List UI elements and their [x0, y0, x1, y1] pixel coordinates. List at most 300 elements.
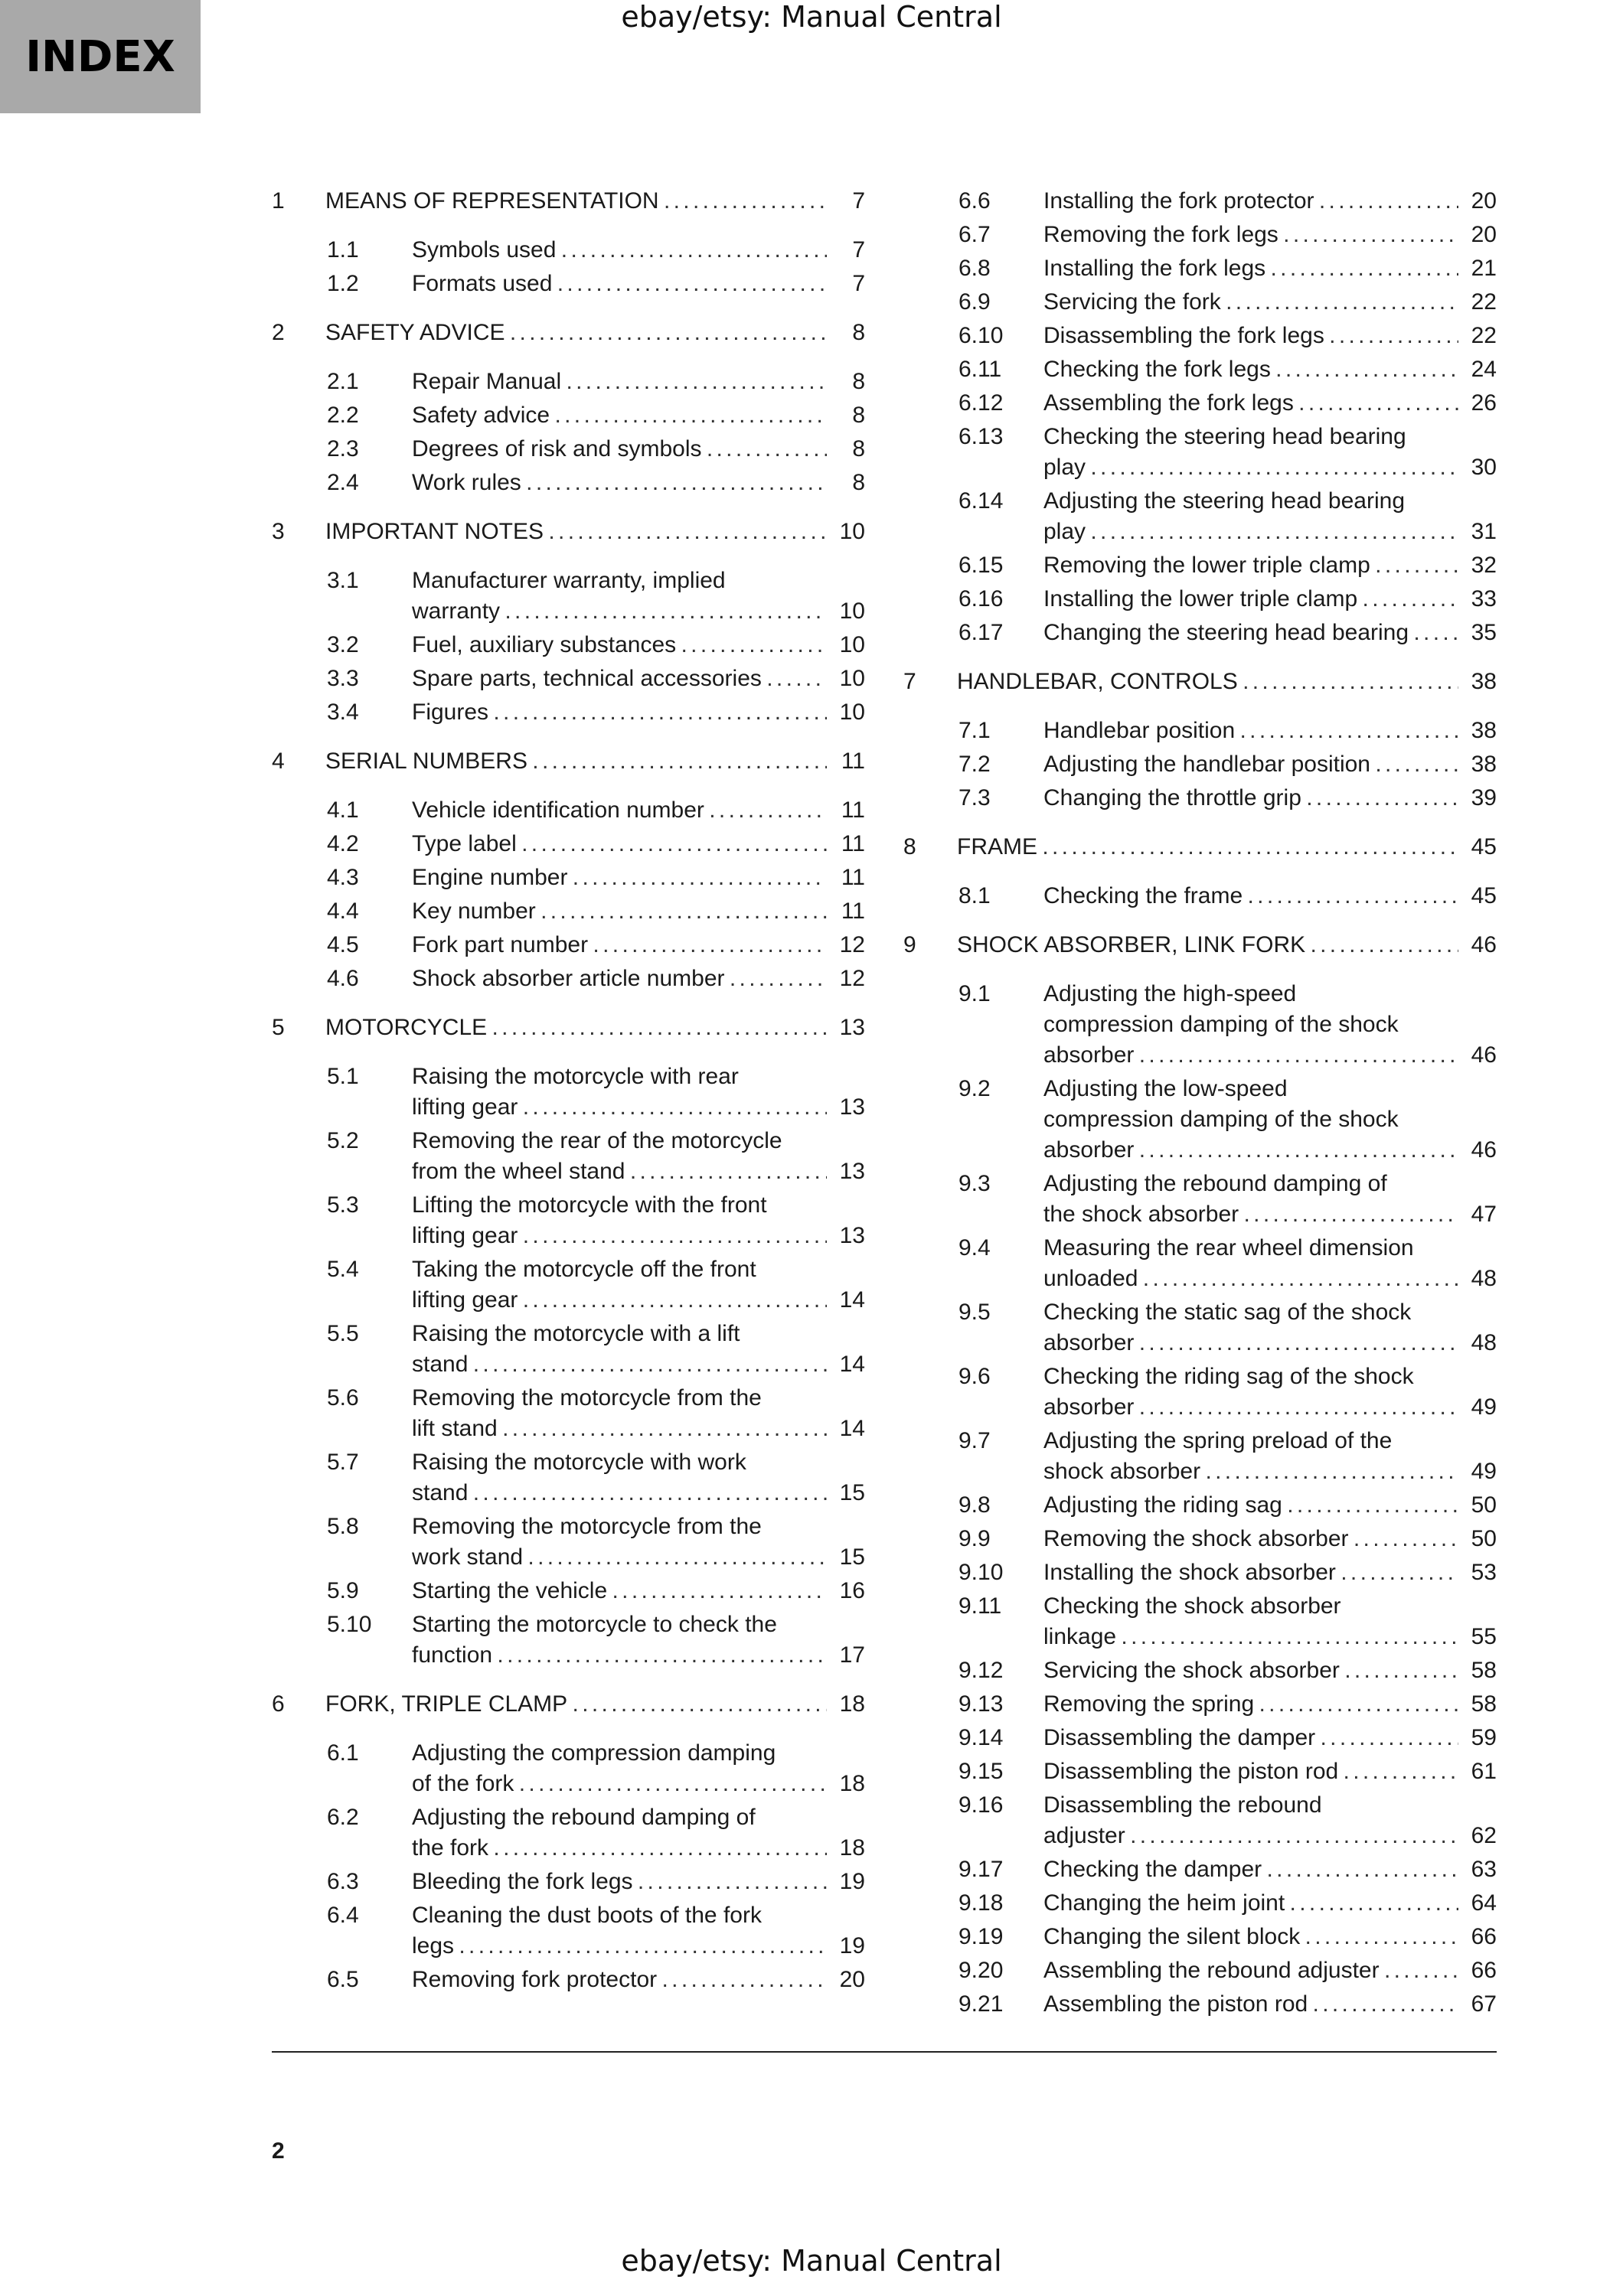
toc-entry-title: IMPORTANT NOTES . . . [325, 517, 827, 547]
toc-entry-title: Starting the motorcycle to check the [412, 1612, 777, 1637]
toc-section [903, 486, 1497, 547]
toc-entry-page: 59 [1471, 1725, 1497, 1750]
toc-section [903, 1426, 1497, 1487]
toc-entry-title: absorber . . . [1043, 1135, 1458, 1166]
toc-entry-title: Cleaning the dust boots of the fork [412, 1903, 762, 1928]
toc-entry-number: 9.3 [958, 1171, 991, 1196]
toc-section [903, 1756, 1497, 1787]
toc-entry-page: 11 [841, 797, 865, 823]
toc-entry-page: 50 [1471, 1526, 1497, 1551]
toc-entry-title: Adjusting the steering head bearing [1043, 488, 1406, 514]
toc-section [903, 716, 1497, 746]
toc-entry-title: lifting gear . . . [412, 1221, 827, 1251]
toc-section [272, 566, 865, 627]
toc-entry-number: 6.17 [958, 620, 1004, 645]
watermark-top: ebay/etsy: Manual Central [621, 0, 1002, 34]
toc-entry-number: 9.10 [958, 1560, 1004, 1585]
toc-entry-title: Key number . . . [412, 896, 827, 927]
footer-divider [272, 2051, 1497, 2053]
toc-entry-title: absorber . . . [1043, 1392, 1458, 1423]
toc-chapter [272, 1689, 865, 1720]
toc-section [903, 1233, 1497, 1294]
toc-entry-page: 18 [839, 1771, 865, 1796]
toc-entry-number: 9.18 [958, 1890, 1004, 1916]
toc-section [903, 1169, 1497, 1230]
toc-entry-title: Handlebar position . . . [1043, 716, 1458, 746]
toc-entry-number: 6.11 [958, 357, 1002, 382]
toc-entry-number: 6.1 [327, 1740, 359, 1766]
toc-section [272, 795, 865, 826]
toc-entry-title: Checking the damper . . . [1043, 1854, 1458, 1885]
toc-section [903, 1689, 1497, 1720]
toc-entry-title: Taking the motorcycle off the front [412, 1257, 756, 1282]
toc-entry-page: 14 [839, 1416, 865, 1441]
toc-entry-title: Removing the spring . . . [1043, 1689, 1458, 1720]
toc-entry-number: 4.3 [327, 865, 359, 890]
toc-entry-number: 5.10 [327, 1612, 372, 1637]
toc-entry-title: Changing the steering head bearing . . . [1043, 618, 1458, 648]
toc-entry-title: lift stand . . . [412, 1414, 827, 1444]
toc-entry-number: 5.6 [327, 1385, 359, 1411]
toc-entry-title: Assembling the piston rod . . . [1043, 1989, 1458, 2020]
toc-section [903, 1490, 1497, 1521]
toc-entry-title: FORK, TRIPLE CLAMP . . . [325, 1689, 827, 1720]
toc-entry-number: 6.7 [958, 222, 991, 247]
toc-entry-title: compression damping of the shock [1043, 1012, 1399, 1037]
toc-entry-title: Checking the riding sag of the shock [1043, 1364, 1414, 1389]
toc-entry-title: work stand . . . [412, 1542, 827, 1573]
toc-entry-number: 9.5 [958, 1300, 991, 1325]
toc-entry-title: Fork part number . . . [412, 930, 827, 960]
toc-entry-page: 46 [1471, 1042, 1497, 1068]
toc-entry-title: Bleeding the fork legs . . . [412, 1867, 827, 1897]
toc-entry-page: 11 [841, 899, 865, 924]
toc-entry-title: Installing the fork legs . . . [1043, 253, 1458, 284]
toc-entry-number: 2.4 [327, 470, 359, 495]
toc-entry-number: 6.14 [958, 488, 1004, 514]
toc-entry-number: 9 [903, 932, 916, 957]
toc-section [272, 630, 865, 660]
toc-chapter [272, 517, 865, 547]
toc-column-left [272, 186, 865, 1998]
toc-entry-page: 38 [1471, 718, 1497, 743]
toc-entry-page: 48 [1471, 1266, 1497, 1291]
toc-entry-page: 10 [839, 666, 865, 691]
toc-section [272, 1319, 865, 1380]
toc-entry-page: 12 [839, 932, 865, 957]
toc-entry-page: 58 [1471, 1691, 1497, 1717]
toc-entry-title: Manufacturer warranty, implied [412, 568, 726, 593]
toc-entry-page: 10 [839, 700, 865, 725]
toc-section [903, 881, 1497, 912]
toc-section [903, 1297, 1497, 1358]
toc-entry-title: the fork . . . [412, 1833, 827, 1864]
toc-chapter [272, 186, 865, 217]
toc-entry-page: 10 [839, 632, 865, 657]
toc-entry-number: 1.1 [327, 237, 359, 263]
toc-entry-title: Engine number . . . [412, 863, 827, 893]
toc-section [272, 468, 865, 498]
toc-entry-page: 14 [839, 1287, 865, 1313]
toc-entry-title: Shock absorber article number . . . [412, 964, 827, 994]
toc-entry-number: 9.19 [958, 1924, 1004, 1949]
toc-entry-number: 6.9 [958, 289, 991, 315]
toc-entry-title: Starting the vehicle . . . [412, 1576, 827, 1606]
toc-entry-page: 7 [852, 237, 865, 263]
toc-entry-title: absorber . . . [1043, 1040, 1458, 1071]
toc-entry-title: play . . . [1043, 517, 1458, 547]
toc-entry-page: 15 [839, 1544, 865, 1570]
toc-entry-title: Disassembling the rebound [1043, 1792, 1322, 1818]
toc-entry-title: Installing the shock absorber . . . [1043, 1557, 1458, 1588]
toc-section [903, 1888, 1497, 1919]
toc-entry-number: 9.7 [958, 1428, 991, 1453]
toc-entry-number: 3.4 [327, 700, 359, 725]
toc-entry-title: Formats used . . . [412, 269, 827, 299]
toc-entry-number: 5.3 [327, 1192, 359, 1218]
toc-section [903, 321, 1497, 351]
toc-entry-page: 39 [1471, 785, 1497, 810]
toc-entry-page: 31 [1471, 519, 1497, 544]
toc-entry-number: 9.1 [958, 981, 991, 1006]
toc-entry-number: 9.21 [958, 1991, 1004, 2017]
toc-entry-number: 5.2 [327, 1128, 359, 1153]
toc-entry-page: 55 [1471, 1624, 1497, 1649]
toc-entry-title: Checking the frame . . . [1043, 881, 1458, 912]
toc-section [272, 1254, 865, 1316]
toc-entry-page: 30 [1471, 455, 1497, 480]
toc-entry-page: 14 [839, 1352, 865, 1377]
toc-section [903, 1955, 1497, 1986]
page-number: 2 [272, 2138, 285, 2164]
toc-entry-number: 5.7 [327, 1450, 359, 1475]
toc-section [272, 269, 865, 299]
toc-entry-page: 38 [1471, 752, 1497, 777]
toc-entry-page: 22 [1471, 289, 1497, 315]
toc-entry-number: 9.17 [958, 1857, 1004, 1882]
toc-section [903, 783, 1497, 814]
toc-entry-title: play . . . [1043, 452, 1458, 483]
toc-entry-title: Servicing the fork . . . [1043, 287, 1458, 318]
toc-entry-title: Removing the lower triple clamp . . . [1043, 550, 1458, 581]
toc-entry-title: Disassembling the piston rod . . . [1043, 1756, 1458, 1787]
toc-entry-number: 9.2 [958, 1076, 991, 1101]
toc-section [903, 1854, 1497, 1885]
toc-entry-title: MOTORCYCLE . . . [325, 1013, 827, 1043]
toc-section [272, 1738, 865, 1799]
toc-entry-number: 9.16 [958, 1792, 1004, 1818]
toc-entry-page: 35 [1471, 620, 1497, 645]
toc-entry-title: Figures . . . [412, 697, 827, 728]
toc-entry-page: 12 [839, 966, 865, 991]
toc-entry-title: Checking the static sag of the shock [1043, 1300, 1412, 1325]
toc-entry-title: Changing the throttle grip . . . [1043, 783, 1458, 814]
toc-entry-number: 2.1 [327, 369, 359, 394]
toc-entry-title: Removing fork protector . . . [412, 1965, 827, 1995]
toc-section [272, 863, 865, 893]
toc-section [903, 979, 1497, 1071]
toc-section [903, 1790, 1497, 1851]
index-tab: INDEX [0, 0, 201, 113]
toc-entry-title: Checking the steering head bearing [1043, 424, 1406, 449]
toc-entry-number: 2.3 [327, 436, 359, 461]
toc-entry-number: 9.11 [958, 1593, 1002, 1619]
toc-section [272, 1512, 865, 1573]
toc-entry-page: 49 [1471, 1459, 1497, 1484]
toc-entry-title: Fuel, auxiliary substances . . . [412, 630, 827, 660]
toc-entry-number: 8.1 [958, 883, 991, 908]
toc-entry-page: 46 [1471, 932, 1497, 957]
toc-entry-page: 20 [1471, 222, 1497, 247]
toc-entry-title: warranty . . . [412, 596, 827, 627]
toc-entry-page: 22 [1471, 323, 1497, 348]
toc-entry-page: 11 [841, 865, 865, 890]
toc-entry-page: 18 [839, 1691, 865, 1717]
toc-entry-page: 7 [852, 188, 865, 214]
toc-section [903, 287, 1497, 318]
toc-entry-page: 13 [839, 1223, 865, 1248]
toc-entry-title: SAFETY ADVICE . . . [325, 318, 827, 348]
toc-entry-title: FRAME . . . [957, 832, 1458, 863]
toc-entry-page: 66 [1471, 1924, 1497, 1949]
toc-entry-page: 8 [852, 403, 865, 428]
toc-section [272, 1609, 865, 1671]
toc-section [903, 618, 1497, 648]
toc-entry-title: MEANS OF REPRESENTATION . . . [325, 186, 827, 217]
toc-entry-number: 6.15 [958, 553, 1004, 578]
toc-entry-number: 9.14 [958, 1725, 1004, 1750]
toc-entry-title: stand . . . [412, 1349, 827, 1380]
toc-entry-number: 9.20 [958, 1958, 1004, 1983]
toc-entry-title: Work rules . . . [412, 468, 827, 498]
toc-entry-number: 9.6 [958, 1364, 991, 1389]
toc-entry-title: Removing the fork legs . . . [1043, 220, 1458, 250]
toc-entry-page: 46 [1471, 1137, 1497, 1163]
toc-entry-number: 6.10 [958, 323, 1004, 348]
toc-section [272, 1900, 865, 1962]
toc-entry-page: 17 [839, 1642, 865, 1668]
toc-section [272, 1802, 865, 1864]
toc-entry-title: HANDLEBAR, CONTROLS . . . [957, 667, 1458, 697]
toc-entry-page: 13 [839, 1015, 865, 1040]
toc-entry-page: 8 [852, 470, 865, 495]
toc-entry-title: Installing the lower triple clamp . . . [1043, 584, 1458, 615]
toc-section [903, 388, 1497, 419]
toc-entry-title: Adjusting the compression damping [412, 1740, 776, 1766]
toc-entry-page: 18 [839, 1835, 865, 1861]
toc-entry-title: Installing the fork protector . . . [1043, 186, 1458, 217]
toc-entry-number: 9.8 [958, 1492, 991, 1518]
toc-entry-title: Assembling the fork legs . . . [1043, 388, 1458, 419]
toc-entry-page: 45 [1471, 883, 1497, 908]
toc-section [272, 1190, 865, 1251]
toc-column-right [903, 186, 1497, 2023]
toc-section [903, 1591, 1497, 1652]
toc-entry-title: function . . . [412, 1640, 827, 1671]
toc-entry-number: 6.8 [958, 256, 991, 281]
toc-entry-title: Raising the motorcycle with a lift [412, 1321, 740, 1346]
toc-entry-page: 33 [1471, 586, 1497, 612]
toc-entry-page: 7 [852, 271, 865, 296]
toc-entry-number: 9.4 [958, 1235, 991, 1261]
toc-entry-number: 5.4 [327, 1257, 359, 1282]
toc-chapter [903, 667, 1497, 697]
toc-entry-page: 20 [839, 1967, 865, 1992]
toc-entry-number: 9.12 [958, 1658, 1004, 1683]
toc-entry-title: Servicing the shock absorber . . . [1043, 1655, 1458, 1686]
toc-entry-page: 24 [1471, 357, 1497, 382]
toc-entry-page: 11 [841, 831, 865, 856]
toc-entry-page: 8 [852, 369, 865, 394]
toc-section [903, 1362, 1497, 1423]
toc-entry-title: adjuster . . . [1043, 1821, 1458, 1851]
toc-section [903, 1655, 1497, 1686]
toc-section [272, 964, 865, 994]
toc-entry-number: 3.1 [327, 568, 359, 593]
toc-entry-title: Disassembling the damper . . . [1043, 1723, 1458, 1753]
toc-entry-number: 7.2 [958, 752, 991, 777]
toc-chapter [903, 930, 1497, 960]
toc-chapter [903, 832, 1497, 863]
toc-entry-title: Raising the motorcycle with work [412, 1450, 746, 1475]
toc-entry-title: Disassembling the fork legs . . . [1043, 321, 1458, 351]
toc-entry-page: 67 [1471, 1991, 1497, 2017]
toc-entry-title: lifting gear . . . [412, 1092, 827, 1123]
toc-entry-page: 45 [1471, 834, 1497, 859]
toc-entry-page: 16 [839, 1578, 865, 1603]
toc-entry-title: Removing the shock absorber . . . [1043, 1524, 1458, 1554]
toc-section [903, 1074, 1497, 1166]
toc-entry-number: 8 [903, 834, 916, 859]
toc-section [272, 367, 865, 397]
toc-entry-number: 9.13 [958, 1691, 1004, 1717]
toc-section [903, 186, 1497, 217]
toc-entry-title: SHOCK ABSORBER, LINK FORK . . . [957, 930, 1458, 960]
toc-entry-page: 11 [841, 748, 865, 774]
toc-entry-page: 48 [1471, 1330, 1497, 1355]
toc-entry-page: 19 [839, 1869, 865, 1894]
toc-entry-page: 26 [1471, 390, 1497, 416]
toc-entry-title: unloaded . . . [1043, 1264, 1458, 1294]
toc-entry-title: stand . . . [412, 1478, 827, 1508]
toc-section [903, 1922, 1497, 1952]
toc-entry-number: 4.6 [327, 966, 359, 991]
toc-chapter [272, 1013, 865, 1043]
toc-entry-number: 6.13 [958, 424, 1004, 449]
toc-entry-title: absorber . . . [1043, 1328, 1458, 1358]
toc-section [903, 354, 1497, 385]
toc-entry-page: 61 [1471, 1759, 1497, 1784]
toc-entry-page: 10 [839, 519, 865, 544]
toc-entry-number: 3.3 [327, 666, 359, 691]
toc-section [903, 584, 1497, 615]
toc-section [272, 235, 865, 266]
toc-entry-number: 6.16 [958, 586, 1004, 612]
toc-entry-page: 58 [1471, 1658, 1497, 1683]
toc-section [903, 550, 1497, 581]
toc-entry-number: 3 [272, 519, 285, 544]
toc-entry-title: Removing the rear of the motorcycle [412, 1128, 782, 1153]
toc-section [903, 1723, 1497, 1753]
toc-entry-title: Removing the motorcycle from the [412, 1385, 762, 1411]
toc-entry-number: 6.6 [958, 188, 991, 214]
toc-entry-number: 6.3 [327, 1869, 359, 1894]
toc-entry-page: 64 [1471, 1890, 1497, 1916]
toc-entry-title: Checking the fork legs . . . [1043, 354, 1458, 385]
toc-entry-title: Type label . . . [412, 829, 827, 859]
toc-entry-title: Symbols used . . . [412, 235, 827, 266]
toc-entry-number: 4 [272, 748, 285, 774]
toc-section [272, 664, 865, 694]
toc-section [903, 1524, 1497, 1554]
toc-section [903, 749, 1497, 780]
toc-entry-title: Adjusting the high-speed [1043, 981, 1297, 1006]
toc-entry-title: Safety advice . . . [412, 400, 827, 431]
toc-entry-title: Adjusting the spring preload of the [1043, 1428, 1393, 1453]
toc-entry-number: 1 [272, 188, 285, 214]
toc-entry-number: 5 [272, 1015, 285, 1040]
toc-entry-page: 63 [1471, 1857, 1497, 1882]
toc-entry-number: 6 [272, 1691, 285, 1717]
toc-entry-number: 2 [272, 320, 285, 345]
toc-chapter [272, 318, 865, 348]
toc-section [272, 829, 865, 859]
toc-entry-number: 6.2 [327, 1805, 359, 1830]
toc-entry-number: 7 [903, 669, 916, 694]
watermark-bottom: ebay/etsy: Manual Central [621, 2244, 1002, 2278]
toc-entry-title: compression damping of the shock [1043, 1107, 1399, 1132]
toc-section [272, 1126, 865, 1187]
toc-entry-title: Measuring the rear wheel dimension [1043, 1235, 1414, 1261]
toc-entry-number: 9.15 [958, 1759, 1004, 1784]
toc-entry-number: 4.2 [327, 831, 359, 856]
toc-entry-number: 5.5 [327, 1321, 359, 1346]
toc-entry-number: 4.1 [327, 797, 359, 823]
toc-section [272, 400, 865, 431]
toc-entry-number: 6.4 [327, 1903, 359, 1928]
toc-section [272, 1062, 865, 1123]
toc-entry-title: Removing the motorcycle from the [412, 1514, 762, 1539]
toc-entry-page: 8 [852, 436, 865, 461]
toc-entry-title: Changing the heim joint . . . [1043, 1888, 1458, 1919]
toc-entry-title: legs . . . [412, 1931, 827, 1962]
toc-entry-title: Vehicle identification number . . . [412, 795, 827, 826]
toc-entry-number: 5.9 [327, 1578, 359, 1603]
toc-entry-page: 49 [1471, 1394, 1497, 1420]
toc-entry-page: 62 [1471, 1823, 1497, 1848]
toc-entry-page: 38 [1471, 669, 1497, 694]
toc-entry-title: Adjusting the handlebar position . . . [1043, 749, 1458, 780]
toc-entry-page: 13 [839, 1094, 865, 1120]
toc-entry-page: 15 [839, 1480, 865, 1505]
toc-entry-title: Assembling the rebound adjuster . . . [1043, 1955, 1458, 1986]
toc-entry-number: 6.5 [327, 1967, 359, 1992]
toc-entry-number: 5.8 [327, 1514, 359, 1539]
toc-entry-title: Adjusting the rebound damping of [1043, 1171, 1387, 1196]
toc-entry-page: 10 [839, 598, 865, 624]
toc-entry-title: Spare parts, technical accessories . . . [412, 664, 827, 694]
toc-entry-number: 3.2 [327, 632, 359, 657]
toc-section [272, 1383, 865, 1444]
toc-entry-title: Degrees of risk and symbols . . . [412, 434, 827, 465]
toc-entry-title: of the fork . . . [412, 1769, 827, 1799]
toc-section [272, 1447, 865, 1508]
toc-entry-title: the shock absorber . . . [1043, 1199, 1458, 1230]
toc-entry-title: Checking the shock absorber [1043, 1593, 1341, 1619]
toc-entry-number: 9.9 [958, 1526, 991, 1551]
toc-section [272, 434, 865, 465]
toc-entry-title: from the wheel stand . . . [412, 1156, 827, 1187]
